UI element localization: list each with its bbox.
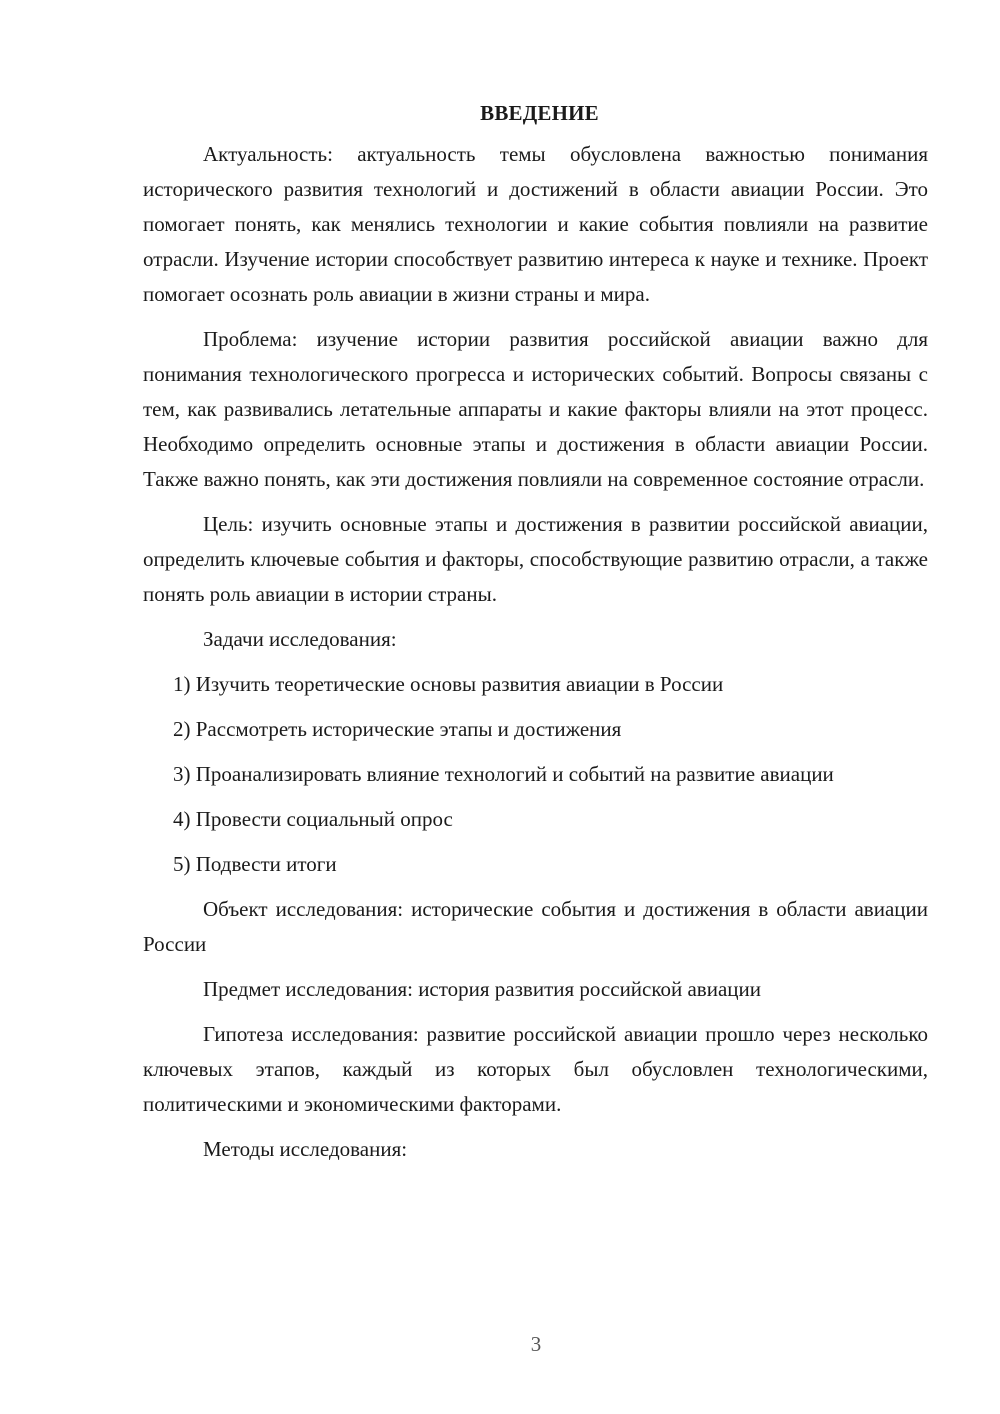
list-item: 4) Провести социальный опрос [173, 807, 453, 831]
list-item: 2) Рассмотреть исторические этапы и достижения [173, 717, 622, 741]
paragraph-hypothesis: Гипотеза исследования: развитие российской авиации прошло через несколько ключевых этапов, каждый из которых был обусловлен технологическими, политическими и экономическими факторами. [143, 1022, 928, 1116]
list-item: 5) Подвести итоги [173, 852, 337, 876]
page-content [143, 96, 928, 1177]
paragraph-problem: Проблема: изучение истории развития российской авиации важно для понимания технологического прогресса и исторических событий. Вопросы связаны с тем, как развивались летательные аппараты и какие факторы влияли на этот процесс. Необходимо определить основные этапы и достижения в области авиации России. Также важно понять, как эти достижения повлияли на современное состояние отрасли. [143, 327, 928, 491]
paragraph-goal: Цель: изучить основные этапы и достижения в развитии российской авиации, определить ключевые события и факторы, способствующие развитию отрасли, а также понять роль авиации в истории страны. [143, 512, 928, 606]
tasks-heading: Задачи исследования: [203, 627, 397, 651]
tasks-list [143, 667, 928, 882]
list-item: 1) Изучить теоретические основы развития авиации в России [173, 672, 724, 696]
page-number: 3 [530, 1332, 542, 1356]
methods-heading: Методы исследования: [203, 1137, 408, 1161]
paragraph-object: Объект исследования: исторические события и достижения в области авиации России [143, 897, 928, 956]
paragraph-relevance: Актуальность: актуальность темы обусловлена важностью понимания исторического развития технологий и достижений в области авиации России. Это помогает понять, как менялись технологии и какие события повлияли на развитие отрасли. Изучение истории способствует развитию интереса к науке и технике. Проект помогает осознать роль авиации в жизни страны и мира. [143, 142, 928, 306]
list-item: 3) Проанализировать влияние технологий и событий на развитие авиации [173, 762, 834, 786]
page-title: ВВЕДЕНИЕ [480, 101, 599, 125]
paragraph-subject: Предмет исследования: история развития российской авиации [203, 977, 761, 1001]
